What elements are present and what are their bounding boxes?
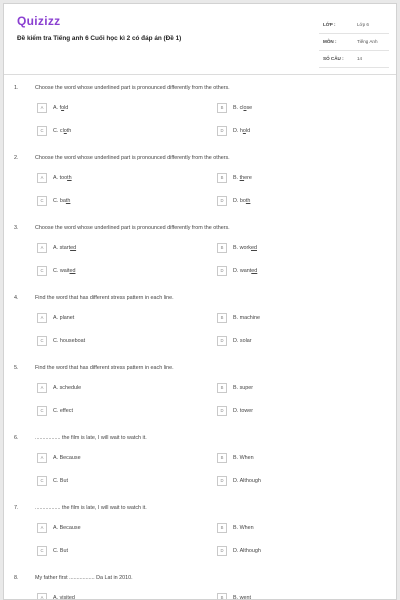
question-text: Choose the word whose underlined part is pronounced differently from the others.	[35, 155, 230, 161]
option-text	[53, 105, 68, 111]
option-letter-box[interactable]: A	[37, 593, 47, 600]
option-underlined-part: o	[61, 104, 65, 111]
option-text	[53, 128, 71, 134]
question-item	[4, 80, 396, 150]
option-text	[233, 408, 253, 414]
option-letter-box[interactable]: A	[37, 243, 47, 253]
option-letter-box[interactable]: C	[37, 406, 47, 416]
meta-label: SỐ CÂU :	[323, 56, 344, 61]
option-text	[53, 408, 73, 414]
question-text: ................. the film is late, I will wait to watch it.	[35, 505, 147, 511]
question-text: My father first ................. Da Lat in 2010.	[35, 575, 133, 581]
option-text	[233, 478, 261, 484]
option-text-part: C. houseboat	[53, 337, 86, 344]
meta-row-grade	[319, 17, 389, 34]
option-letter-box[interactable]: B	[217, 103, 227, 113]
option-text	[53, 268, 75, 274]
option-text-part: A. schedule	[53, 384, 82, 391]
option-text	[53, 175, 72, 181]
question-number: 6.	[14, 435, 19, 441]
worksheet-title: Đề kiểm tra Tiếng anh 6 Cuối học kì 2 có đáp án (Đề 1)	[17, 35, 182, 42]
option-text-part: D. solar	[233, 337, 252, 344]
option-letter-box[interactable]: B	[217, 523, 227, 533]
option-text	[53, 315, 74, 321]
option-letter-box[interactable]: C	[37, 546, 47, 556]
option-underlined-part: o	[63, 127, 67, 134]
question-item	[4, 570, 396, 600]
option-underlined-part: th	[245, 197, 251, 204]
header-divider	[4, 74, 396, 75]
question-text: Choose the word whose underlined part is pronounced differently from the others.	[35, 225, 230, 231]
option-text-part: D. h	[233, 127, 243, 134]
question-text: Choose the word whose underlined part is pronounced differently from the others.	[35, 85, 230, 91]
option-text-part: C. effect	[53, 407, 73, 414]
option-underlined-part: ed	[250, 244, 257, 251]
option-text-part: C. wait	[53, 267, 70, 274]
option-text	[53, 548, 68, 554]
option-text	[233, 198, 250, 204]
option-letter-box[interactable]: D	[217, 336, 227, 346]
question-item	[4, 220, 396, 290]
option-letter-box[interactable]: A	[37, 173, 47, 183]
question-number: 2.	[14, 155, 19, 161]
option-text	[233, 128, 250, 134]
question-text: Find the word that has different stress pattern in each line.	[35, 295, 174, 301]
meta-value: Lớp 6	[357, 22, 369, 27]
option-letter-box[interactable]: B	[217, 383, 227, 393]
option-text-part: ld	[64, 104, 69, 111]
option-underlined-part: ed	[70, 244, 77, 251]
option-text	[233, 455, 254, 461]
option-text-part: ere	[244, 174, 252, 181]
option-letter-box[interactable]: A	[37, 313, 47, 323]
quizizz-logo[interactable]: Quizizz	[17, 14, 61, 28]
question-number: 1.	[14, 85, 19, 91]
option-text	[233, 338, 252, 344]
option-underlined-part: ed	[251, 267, 258, 274]
option-text-part: B. went	[233, 594, 251, 600]
option-text-part: B. work	[233, 244, 251, 251]
option-text	[233, 175, 252, 181]
option-text-part: A. visited	[53, 594, 75, 600]
option-letter-box[interactable]: D	[217, 126, 227, 136]
option-text-part: se	[246, 104, 253, 111]
question-text: ................. the film is late, I will wait to watch it.	[35, 435, 147, 441]
option-text-part: D. bo	[233, 197, 246, 204]
question-item	[4, 290, 396, 360]
meta-row-subject	[319, 34, 389, 51]
option-text-part: A. start	[53, 244, 71, 251]
option-text-part: ld	[245, 127, 251, 134]
option-text-part: th	[66, 127, 72, 134]
option-text-part: B. When	[233, 454, 254, 461]
option-text-part: D. Although	[233, 477, 261, 484]
option-letter-box[interactable]: D	[217, 406, 227, 416]
option-text-part: D. want	[233, 267, 252, 274]
option-text	[233, 595, 251, 600]
option-text-part: C. ba	[53, 197, 66, 204]
option-text-part: A. planet	[53, 314, 75, 321]
worksheet-page	[3, 3, 397, 600]
option-letter-box[interactable]: D	[217, 266, 227, 276]
option-underlined-part: th	[239, 174, 245, 181]
question-number: 4.	[14, 295, 19, 301]
option-text-part: A. Because	[53, 454, 81, 461]
option-letter-box[interactable]: A	[37, 453, 47, 463]
option-text	[233, 525, 254, 531]
option-text	[233, 315, 260, 321]
option-text	[233, 105, 252, 111]
option-text	[53, 245, 76, 251]
question-number: 8.	[14, 575, 19, 581]
option-text-part: B. cl	[233, 104, 244, 111]
option-text-part: C. But	[53, 547, 68, 554]
option-text	[53, 455, 81, 461]
option-underlined-part: th	[65, 197, 71, 204]
option-letter-box[interactable]: A	[37, 523, 47, 533]
option-text-part: B.	[233, 174, 240, 181]
question-text: Find the word that has different stress pattern in each line.	[35, 365, 174, 371]
option-text-part: A. f	[53, 104, 62, 111]
question-item	[4, 150, 396, 220]
option-text	[233, 548, 261, 554]
option-text-part: A. Because	[53, 524, 81, 531]
option-letter-box[interactable]: C	[37, 266, 47, 276]
option-letter-box[interactable]: B	[217, 593, 227, 600]
option-text-part: C. But	[53, 477, 68, 484]
option-letter-box[interactable]: C	[37, 336, 47, 346]
option-text-part: D. Although	[233, 547, 261, 554]
option-text	[233, 245, 257, 251]
question-item	[4, 360, 396, 430]
meta-row-question-count	[319, 51, 389, 68]
option-text	[53, 385, 81, 391]
question-list	[4, 80, 396, 600]
meta-label: MÔN :	[323, 39, 337, 44]
question-item	[4, 500, 396, 570]
option-letter-box[interactable]: C	[37, 476, 47, 486]
option-text-part: B. When	[233, 524, 254, 531]
question-number: 7.	[14, 505, 19, 511]
option-underlined-part: o	[243, 104, 247, 111]
question-number: 3.	[14, 225, 19, 231]
option-text-part: B. super	[233, 384, 254, 391]
meta-value: Tiếng Anh	[357, 39, 378, 44]
option-letter-box[interactable]: B	[217, 313, 227, 323]
worksheet-header	[4, 4, 396, 74]
option-letter-box[interactable]: A	[37, 383, 47, 393]
question-item	[4, 430, 396, 500]
option-letter-box[interactable]: C	[37, 196, 47, 206]
meta-label: LỚP :	[323, 22, 336, 27]
meta-value: 14	[357, 56, 363, 61]
option-text-part: A. too	[53, 174, 68, 181]
option-text	[53, 595, 75, 600]
option-letter-box[interactable]: D	[217, 476, 227, 486]
option-text-part: D. tower	[233, 407, 254, 414]
option-letter-box[interactable]: B	[217, 453, 227, 463]
option-letter-box[interactable]: A	[37, 103, 47, 113]
option-text	[233, 385, 253, 391]
option-text-part: C. cl	[53, 127, 64, 134]
option-text-part: B. machine	[233, 314, 260, 321]
option-letter-box[interactable]: B	[217, 243, 227, 253]
option-letter-box[interactable]: B	[217, 173, 227, 183]
option-underlined-part: th	[67, 174, 72, 181]
option-text	[233, 268, 257, 274]
option-text	[53, 478, 68, 484]
question-number: 5.	[14, 365, 19, 371]
option-text	[53, 198, 70, 204]
option-underlined-part: o	[242, 127, 246, 134]
option-letter-box[interactable]: C	[37, 126, 47, 136]
worksheet-meta	[319, 17, 389, 68]
option-letter-box[interactable]: D	[217, 546, 227, 556]
option-underlined-part: ed	[69, 267, 76, 274]
option-letter-box[interactable]: D	[217, 196, 227, 206]
option-text	[53, 525, 81, 531]
option-text	[53, 338, 85, 344]
